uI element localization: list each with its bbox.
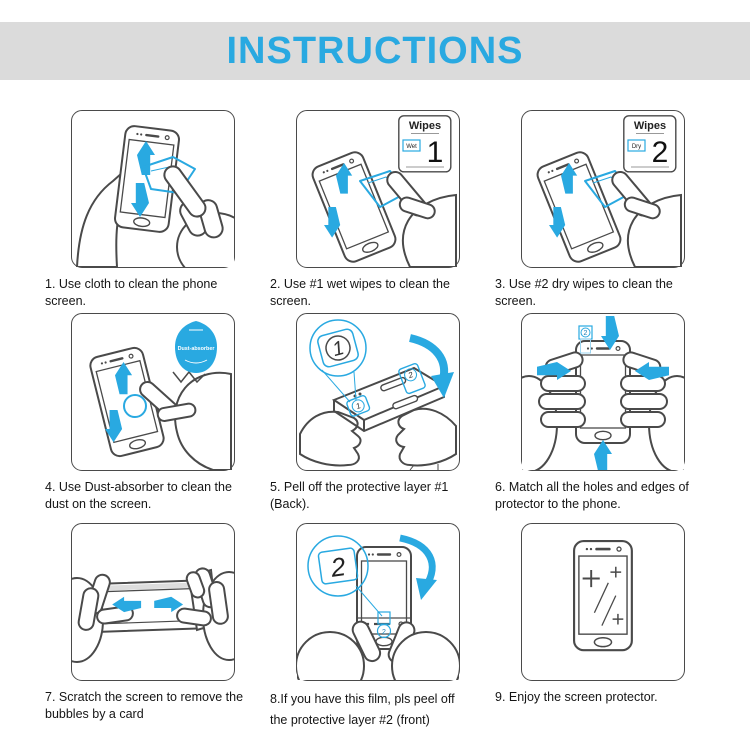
step-panel-5 bbox=[265, 309, 490, 519]
step-9-illustration bbox=[521, 523, 685, 681]
step-caption: 4. Use Dust-absorber to clean the dust on the screen. bbox=[45, 480, 232, 511]
magnifier-number: 1 bbox=[329, 336, 346, 362]
step-1-illustration bbox=[71, 110, 235, 268]
step-caption: 3. Use #2 dry wipes to clean the screen. bbox=[495, 277, 673, 308]
hand-icon bbox=[161, 163, 234, 267]
step-panel-8 bbox=[265, 519, 490, 745]
packet-title: Wipes bbox=[408, 120, 441, 132]
step-panel-6 bbox=[490, 309, 715, 519]
packet-type: Wet bbox=[405, 144, 417, 150]
step-9-drawing bbox=[522, 524, 684, 680]
step-caption: 9. Enjoy the screen protector. bbox=[495, 690, 658, 704]
phone-icon bbox=[576, 341, 630, 443]
phone-icon bbox=[309, 150, 397, 265]
step-6-illustration bbox=[521, 313, 685, 471]
tab-number: 2 bbox=[381, 628, 386, 636]
step-2-drawing bbox=[297, 111, 459, 267]
step-panel-4 bbox=[40, 309, 265, 519]
packet-title: Wipes bbox=[633, 120, 666, 132]
hand-icon bbox=[609, 169, 681, 267]
step-8-illustration bbox=[296, 523, 460, 681]
step-caption: 7. Scratch the screen to remove the bubbles by a card bbox=[45, 690, 244, 721]
hand-icon bbox=[300, 409, 456, 470]
packet-number: 2 bbox=[651, 136, 668, 169]
step-4-drawing bbox=[72, 314, 234, 470]
step-panel-7 bbox=[40, 519, 265, 745]
step-caption: 5. Pell off the protective layer #1 (Back). bbox=[270, 480, 449, 511]
tab-number: 1 bbox=[354, 401, 362, 412]
step-8-drawing bbox=[297, 524, 459, 680]
hand-icon bbox=[384, 169, 456, 267]
magnifier-number: 2 bbox=[328, 551, 347, 583]
step-panel-1 bbox=[40, 106, 265, 309]
step-panel-2 bbox=[265, 106, 490, 309]
step-6-drawing bbox=[522, 314, 684, 470]
step-panel-9 bbox=[490, 519, 715, 745]
phone-icon bbox=[534, 150, 622, 265]
step-2-illustration bbox=[296, 110, 460, 268]
dust-absorber-badge bbox=[175, 321, 217, 373]
step-caption: 2. Use #1 wet wipes to clean the screen. bbox=[270, 277, 450, 308]
step-3-illustration bbox=[521, 110, 685, 268]
page-title: INSTRUCTIONS bbox=[226, 29, 524, 72]
step-caption: 1. Use cloth to clean the phone screen. bbox=[45, 277, 218, 308]
step-caption: 6. Match all the holes and edges of protector to the phone. bbox=[495, 480, 689, 511]
tab-number: 2 bbox=[406, 370, 414, 381]
step-4-illustration bbox=[71, 313, 235, 471]
wipes-packet bbox=[623, 116, 675, 172]
badge-label: Dust-absorber bbox=[177, 346, 214, 352]
step-1-drawing bbox=[72, 111, 234, 267]
hand-icon bbox=[72, 567, 234, 662]
step-5-illustration bbox=[296, 313, 460, 471]
step-5-drawing bbox=[297, 314, 459, 470]
steps-grid bbox=[40, 106, 715, 745]
wipes-packet bbox=[398, 116, 450, 172]
tab-number: 2 bbox=[583, 330, 587, 338]
step-3-drawing bbox=[522, 111, 684, 267]
step-caption: 8.If you have this film, pls peel off the protective layer #2 (front) bbox=[270, 692, 455, 728]
up-arrow-icon bbox=[594, 440, 612, 470]
step-7-drawing bbox=[72, 524, 234, 680]
step-panel-3 bbox=[490, 106, 715, 309]
packet-type: Dry bbox=[631, 144, 641, 150]
header-bar bbox=[0, 22, 750, 80]
step-7-illustration bbox=[71, 523, 235, 681]
phone-icon bbox=[574, 541, 632, 650]
packet-number: 1 bbox=[426, 136, 443, 169]
